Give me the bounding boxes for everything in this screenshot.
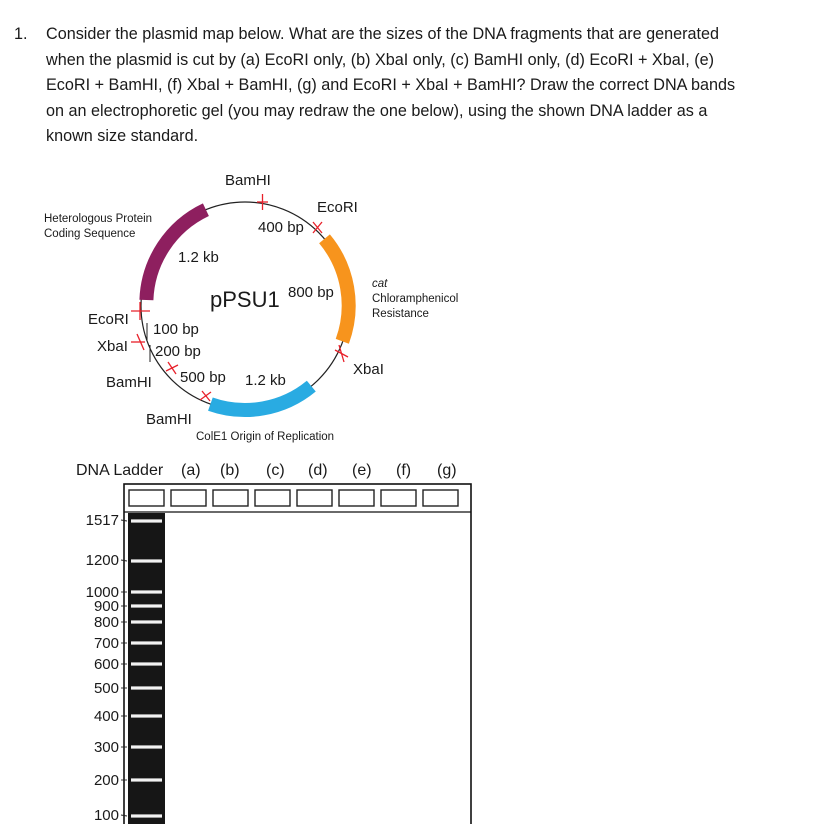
lane-header-f: (f) [396,462,412,479]
bamhi-bottom-crossbar [202,391,210,401]
lane-header-b: (b) [220,462,240,479]
ladder-label-400: 400 [93,708,119,725]
ladder-label-500: 500 [93,680,119,697]
label-400bp: 400 bp [258,219,304,236]
well-b [213,490,248,506]
label-cole1: ColE1 Origin of Replication [196,431,335,443]
ladder-band-500 [131,686,162,689]
label-hetero-1: Heterologous Protein [44,213,153,225]
ladder-label-900: 900 [93,598,119,615]
label-chloramphenicol: Chloramphenicol [372,293,459,305]
lane-header-ladder: DNA Ladder [76,462,164,479]
label-hetero-2: Coding Sequence [44,228,136,240]
ladder-label-1517: 1517 [85,512,119,529]
well-d [297,490,332,506]
well-ladder [129,490,164,506]
label-1.2kb-left: 1.2 kb [178,249,219,266]
lane-header-c: (c) [266,462,285,479]
xbai-right-crossbar [339,345,344,362]
ladder-label-300: 300 [93,739,119,756]
ladder-label-100: 100 [93,807,119,824]
ladder-band-200 [131,778,162,781]
ladder-band-1517 [131,519,162,522]
ladder-label-800: 800 [93,614,119,631]
cole1-origin-arc [210,386,311,410]
ladder-band-700 [131,641,162,644]
lane-header-d: (d) [308,462,328,479]
bamhi-left-crossbar [168,362,176,374]
gel-box [124,484,471,824]
label-bamhi-left: BamHI [106,374,152,391]
ladder-band-300 [131,745,162,748]
plasmid-name: pPSU1 [210,287,280,312]
label-xbai-left: XbaI [97,338,128,355]
ladder-band-1200 [131,559,162,562]
ladder-label-200: 200 [93,772,119,789]
lane-header-e: (e) [352,462,372,479]
ladder-label-600: 600 [93,656,119,673]
well-g [423,490,458,506]
label-800bp: 800 bp [288,284,334,301]
ladder-band-800 [131,620,162,623]
well-a [171,490,206,506]
label-bamhi-bottom: BamHI [146,411,192,428]
gel-lane-headers [76,462,457,479]
label-ecori-left: EcoRI [88,311,129,328]
question-text: Consider the plasmid map below. What are the sizes of the DNA fragments that are generated when the plasmid is cut by (a) EcoRI only, (b) XbaI only, (c) BamHI only, (d) EcoRI + XbaI, (e) EcoRI + BamHI, (f) XbaI + BamHI, (g) and EcoRI + XbaI + BamHI? Draw the correct DNA bands on an electrophoretic gel (you may redraw the one below), using the shown DNA ladder as a known size standard. [46,25,736,145]
lane-header-g: (g) [437,462,457,479]
ladder-label-1000: 1000 [85,584,119,601]
well-e [339,490,374,506]
ladder-band-600 [131,662,162,665]
label-500bp: 500 bp [180,369,226,386]
label-cat: cat [372,278,388,290]
question-number: 1. [14,25,28,43]
label-1.2kb-bottom: 1.2 kb [245,372,286,389]
well-c [255,490,290,506]
ladder-band-100 [131,814,162,817]
ladder-band-400 [131,714,162,717]
lane-header-a: (a) [181,462,201,479]
ladder-label-700: 700 [93,635,119,652]
label-xbai-right: XbaI [353,361,384,378]
label-ecori-right: EcoRI [317,199,358,216]
well-f [381,490,416,506]
label-bamhi-top: BamHI [225,172,271,189]
label-100bp: 100 bp [153,321,199,338]
ladder-band-1000 [131,590,162,593]
label-resistance: Resistance [372,308,429,320]
ladder-label-1200: 1200 [85,552,119,569]
label-200bp: 200 bp [155,343,201,360]
ladder-band-900 [131,604,162,607]
